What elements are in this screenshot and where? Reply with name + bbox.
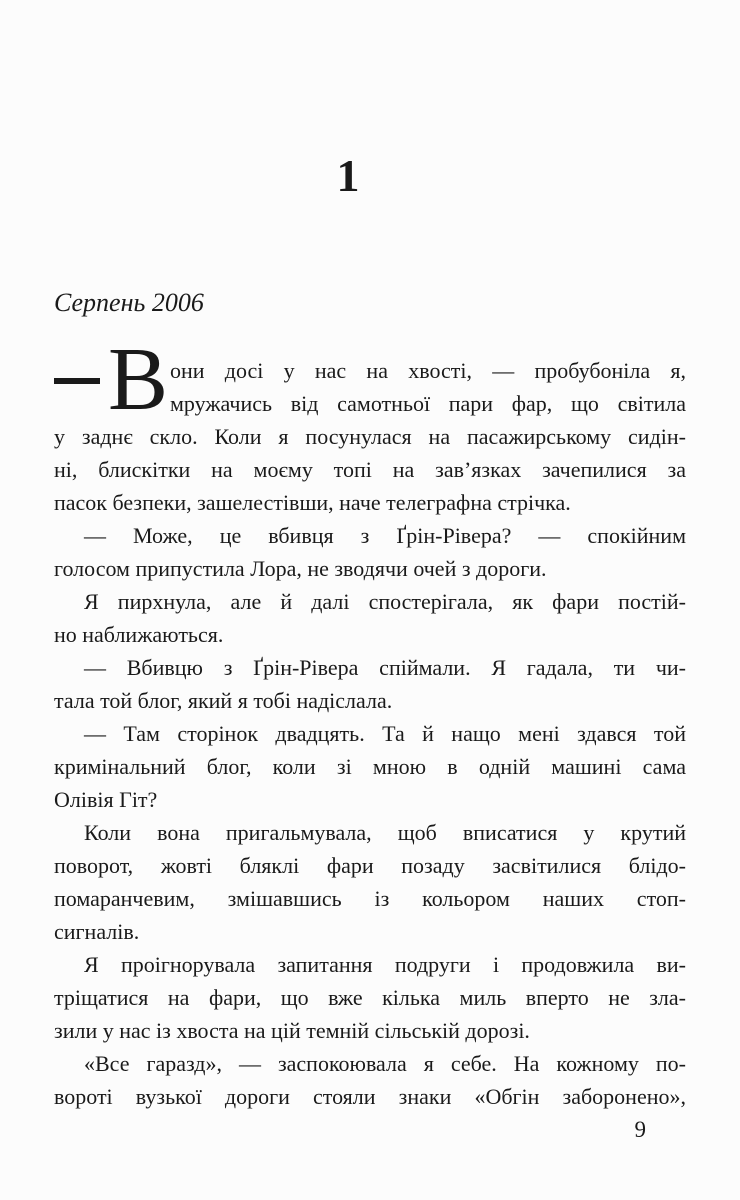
paragraph — [54, 948, 686, 1047]
text-line: поворот, жовті бляклі фари позаду засвітилися блідо- — [54, 853, 686, 878]
text-line: пасок безпеки, зашелестівши, наче телеграфна стрічка. — [54, 490, 571, 515]
date-heading: Серпень 2006 — [54, 288, 204, 317]
text-line: мружачись від самотньої пари фар, що світила — [170, 391, 686, 416]
paragraph — [54, 816, 686, 948]
paragraph — [54, 1047, 686, 1113]
text-line: вороті вузької дороги стояли знаки «Обгін заборонено», — [54, 1084, 686, 1109]
dialogue-dash-icon — [54, 378, 100, 384]
paragraph — [54, 651, 686, 717]
text-line: голосом припустила Лора, не зводячи очей з дороги. — [54, 556, 547, 581]
paragraph — [54, 519, 686, 585]
text-line: Олівія Гіт? — [54, 787, 158, 812]
text-line: тала той блог, який я тобі надіслала. — [54, 688, 393, 713]
body-text — [54, 330, 686, 1113]
text-line: «Все гаразд», — заспокоювала я себе. На кожному по- — [84, 1051, 686, 1076]
paragraph — [54, 585, 686, 651]
text-line: кримінальний блог, коли зі мною в одній машині сама — [54, 754, 686, 779]
text-line: Я проігнорувала запитання подруги і продовжила ви- — [84, 952, 686, 977]
paragraph — [54, 330, 686, 519]
text-line: сигналів. — [54, 919, 140, 944]
text-line: зили у нас із хвоста на цій темній сільській дорозі. — [54, 1018, 530, 1043]
page-number: 9 — [634, 1117, 646, 1142]
paragraph — [54, 717, 686, 816]
text-line: но наближаються. — [54, 622, 224, 647]
drop-cap-letter: В — [108, 330, 169, 429]
text-line: Я пирхнула, але й далі спостерігала, як фари постій- — [84, 589, 686, 614]
chapter-number: 1 — [336, 150, 360, 201]
text-line: помаранчевим, змішавшись із кольором наших стоп- — [54, 886, 686, 911]
text-line: Коли вона пригальмувала, щоб вписатися у крутий — [84, 820, 686, 845]
text-line: — Може, це вбивця з Ґрін-Рівера? — спокійним — [84, 523, 686, 548]
text-line: они досі у нас на хвості, — пробубоніла я, — [170, 358, 686, 383]
drop-cap — [54, 330, 170, 429]
text-line: ні, блискітки на моєму топі на зав’язках зачепилися за — [54, 457, 686, 482]
text-line: тріщатися на фари, що вже кілька миль вперто не зла- — [54, 985, 686, 1010]
text-line: — Там сторінок двадцять. Та й нащо мені здався той — [84, 721, 686, 746]
text-line: — Вбивцю з Ґрін-Рівера спіймали. Я гадала, ти чи- — [84, 655, 686, 680]
text-line: у заднє скло. Коли я посунулася на пасажирському сидін- — [54, 424, 686, 449]
